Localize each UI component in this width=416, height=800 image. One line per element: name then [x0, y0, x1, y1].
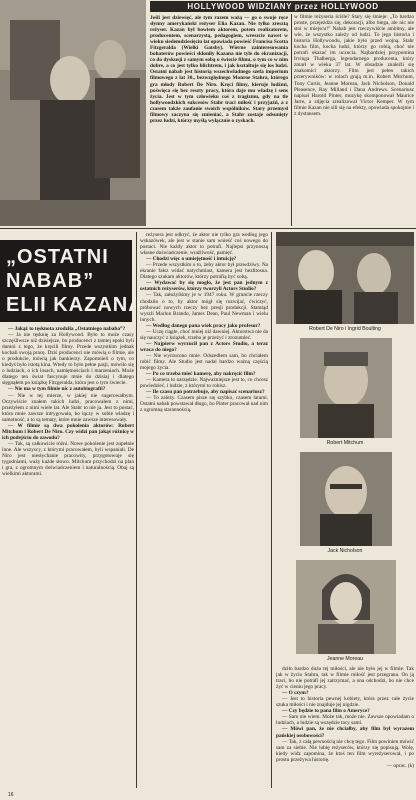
photo-nicholson — [300, 452, 392, 546]
question-1: — Jakąż to tęsknota zrodziła „Ostatniego nababa”? — [8, 326, 126, 332]
section-rule — [0, 228, 416, 229]
caption-de-niro: Robert De Niro i Ingrid Boulting — [309, 326, 381, 332]
middle-q6: — Ile czasu pan potrzebuje, aby napisać scenariusz? — [146, 389, 265, 396]
middle-a6: — To zależy. Czasem pisze się szybko, czasem latami. Ostatni nabab powstawał długo, bo Pinter pracował nad nim z ogromną starannością. — [140, 395, 268, 414]
middle-q1: — Chodzi więc o umiejętność i intuicję? — [146, 256, 237, 263]
photo-top-left-image — [0, 0, 146, 226]
intro-text: Jeśli jest dziewięć, ale tym razem ważą — go o swoje ręce słynny amerykański reżyser Elia Kazan. Nie tylko zresztą reżyser. Kazan był bowiem aktorem, potem realizatorem, producentem, scenarzystą, pedagogiem, wreszcie nawet w wieku siedemdziesięciu lat opowiada powieść Francisa Scotta Fitzgeralda (Wielki Gatsby). Wierne zainteresowania bohaterów powieści skłoniły Kazana nie tyle do ekranizacji, co do dyskusji z samym sobą o świecie filmu, o tym co w nim dobre, a co jest tylko blichtrem, i jak kształtuje się los ludzi. Ostatni nabab jest historią wszechwładnego szefa imperium filmowego z lat 30., bezwzględnego Monroe Stahra, którego gra młody Robert De Niro. Kręci filmy, kieruje ludźmi, poświęca się bez reszty pracy, która daje mu władzę i sens życia. Jest w tym człowieku coś z tragizmu, gdy na tle hollywoodzkich sukcesów Stahr traci miłość i przyjaźń, a z czasem także zaufanie swoich wspólników. Stary przemysł filmowy zaczyna się zmieniać, a Stahr zostaje odsunięty przez ludzi, którzy myślą wyłącznie o zyskach. — [150, 15, 288, 124]
photo-de-niro — [276, 232, 414, 324]
middle-q5: — Po co trzeba mieć kamerę, aby nakręcić film? — [146, 371, 256, 378]
photo-nicholson-image — [300, 452, 392, 546]
photo-de-niro-image — [276, 232, 414, 324]
middle-a3: — Uczę ciągle, choć mniej niż dawniej. Aktorstwa nie da się nauczyć z książek, trzeba je przeżyć i zrozumieć. — [140, 328, 268, 341]
middle-a1: — Przede wszystkim o to, żeby aktor był prawdziwy. Na ekranie fałsz widać natychmiast, kamera jest bezlitosna. Dlatego szukam aktorów, którzy potrafią być sobą. — [140, 262, 268, 281]
column-rule — [291, 14, 292, 226]
question-2: — Nie ma w tym filmie nic z autobiografii? — [8, 386, 106, 393]
middle-q3: — Według danego pana wiek pracy jako profesor? — [146, 322, 261, 329]
right-a2: — Sam nie wiem. Może tak, może nie. Zawsze opowiadam o ludziach, a ludzie są wszędzie tacy sami. — [276, 714, 414, 727]
col-top-right-text: w filmie reżyseria ściśle? Stary się śmieje: „To bardzo proste, przejeżdża się, dekoracji, albo biega, ale nic nie stoi w miejscu!” Nabab jest rzeczywiście ambitny, ale wie, że wszystko zależy od ludzi. To jego historia i historia Hollywoodu, jakie było przed wojną. Stahr kocha film, kocha ludzi, którzy go robią, choć nie potrafi okazać im uczucia. Najbardziej przypomina Irvinga Thalberga, legendarnego producenta, który zmarł w wieku 37 lat. W obsadzie znaleźli się znakomici aktorzy. Film jest pełen takich przerywników: w rolach grają m.in. Robert Mitchum, Tony Curtis, Jeanne Moreau, Jack Nicholson, Donald Pleasence, Ray Milland i Dana Andrews. Scenariusz napisał Harold Pinter, muzykę skomponował Maurice Jarre, a zdjęcia zrealizował Victor Kemper. W tym filmie Kazan nie sili się na efekty, opowiada spokojnie i z dystansem. — [294, 14, 414, 117]
title-line-2: NABAB” — [6, 270, 95, 292]
right-q2: — Czy będzie to pana film o Ameryce? — [282, 708, 370, 715]
right-q1: — O czym? — [282, 690, 309, 697]
answer-3: — Tak, są całkowicie różni. Nowe pokolenie jest zupełnie inne. Ale wszyscy, z którymi pracowałem, byli wspaniali. De Niro jest niesłychanie pracowity, przygotowuje się tygodniami, waży każde słowo. Mitchum przychodzi na plan i gra, z ogromnym doświadczeniem i naturalnością. Obaj są wielkimi aktorami. — [2, 440, 134, 478]
question-3: — W filmie są dwa pokolenia aktorów: Robert Mitchum i Robert De Niro. Czy widzi pan jakąś różnicę w ich podejściu do zawodu? — [2, 422, 134, 441]
right-q3: — Mówi pan, że nie chciałby, aby film był wyrazem pańskiej osobowości? — [276, 726, 414, 739]
interview-column-right — [276, 666, 414, 790]
middle-a4: — Nie wyrzucono mnie. Odszedłem sam, bo chciałem robić filmy. Ale Studio jest nadal bardzo ważną częścią mojego życia. — [140, 352, 268, 372]
page-number: 16 — [8, 792, 14, 798]
answer-1: — Ja nie tęsknię za Hollywood. Było to może czasy szczęśliwsze niż dzisiejsze, bo producenci z tamtej epoki byli dumni z tego, że kręcili filmy. Przede wszystkim jednak kochali swoją pracę. Dziś producenci nie mówią o filmie, ale o produkcie, mówią jak bankierzy. Zapomnieli o tym, co kiedyś było istotą kina. Wtedy to było pełne pasji, mówiło się o ludziach, o ich losach, namiętnościach i marzeniach. Może dlatego ten świat fascynuje mnie do dzisiaj i dlatego sięgnąłem po książkę Fitzgeralda, która jest o tym świecie. — [2, 332, 134, 387]
photo-moreau — [296, 560, 396, 654]
column-rule — [271, 232, 272, 788]
title-line-3: ELII KAZANA — [6, 294, 144, 316]
right-a1: — Jest to historia pewnej kobiety, która przez całe życie szuka miłości i nie znajduje jej nigdzie. — [276, 696, 414, 709]
photo-moreau-image — [296, 560, 396, 654]
caption-moreau: Jeanne Moreau — [326, 656, 364, 662]
column-rule — [136, 232, 137, 788]
middle-a2: — Tak, założyliśmy je w 1947 roku. W gruncie rzeczy chodziło o to, by aktor mógł się rozwijać, ćwiczyć, próbować nowych rzeczy bez presji produkcji. Stamtąd wyszli Marlon Brando, James Dean, Paul Newman i wielu innych. — [140, 292, 268, 323]
middle-q4: — Najpierw wyrzucił pan z Actors Studio, a teraz wraca do niego? — [140, 340, 268, 353]
photo-top-left — [0, 0, 146, 226]
right-intro: dziło bardzo dużo tej miłości, ale nie było jej w filmie. Tak jak w życiu Stahra, tak w filmie miłość jest przegrana. On ją traci, bo nie potrafi jej zatrzymać, a ona odchodzi, bo nie chce żyć w cieniu jego pracy. — [276, 666, 414, 691]
title-line-1: „OSTATNI — [6, 246, 109, 268]
signature: — oprac. (k) — [386, 762, 414, 769]
middle-a5: — Kamera to narzędzie. Najważniejsze jest to, co chcesz powiedzieć, i ludzie, z którymi to robisz. — [140, 377, 268, 390]
page-header: HOLLYWOOD WIDZIANY przez HOLLYWOOD — [150, 1, 416, 12]
middle-q2: — Wydawać by się mogło, że jest pan jednym z ostatnich reżyserów, którzy tworzyli Actors Studio? — [140, 280, 268, 293]
title-block — [0, 240, 144, 322]
interview-column-middle — [140, 232, 268, 788]
answer-2: — Nie w tej mierze, w jakiej nie sugerowałbym. Oczywiście znałem takich ludzi, pracowałem z nimi, przeżyłem z nimi wiele lat. Ale Stahr to nie ja. Jest to postać, która mnie zawsze intrygowała, bo łączy w sobie władzę i samotność, a to są tematy, które mnie zawsze interesowały. — [2, 392, 134, 423]
middle-intro: reżysera jest odkryć, że aktor nie tylko gra według jego wskazówek, ale jest w stanie sam wnieść coś nowego do postaci. Nie każdy aktor to potrafi. Najlepsi przynoszą własne doświadczenie, wrażliwość, pamięć. — [140, 232, 268, 257]
right-a3: — Tak, z całą pewnością nie chcę tego. Film powinien mówić sam za siebie. Nie lubię reżyserów, którzy się popisują. Wolę, kiedy widz zapomina, że ktoś ten film wyreżyserował, i po prostu przeżywa historię. — [276, 738, 414, 763]
interview-column-left — [2, 326, 134, 790]
photo-mitchum — [300, 338, 392, 438]
photo-mitchum-image — [300, 338, 392, 438]
caption-mitchum: Robert Mitchum — [326, 440, 364, 446]
caption-nicholson: Jack Nicholson — [327, 548, 363, 554]
